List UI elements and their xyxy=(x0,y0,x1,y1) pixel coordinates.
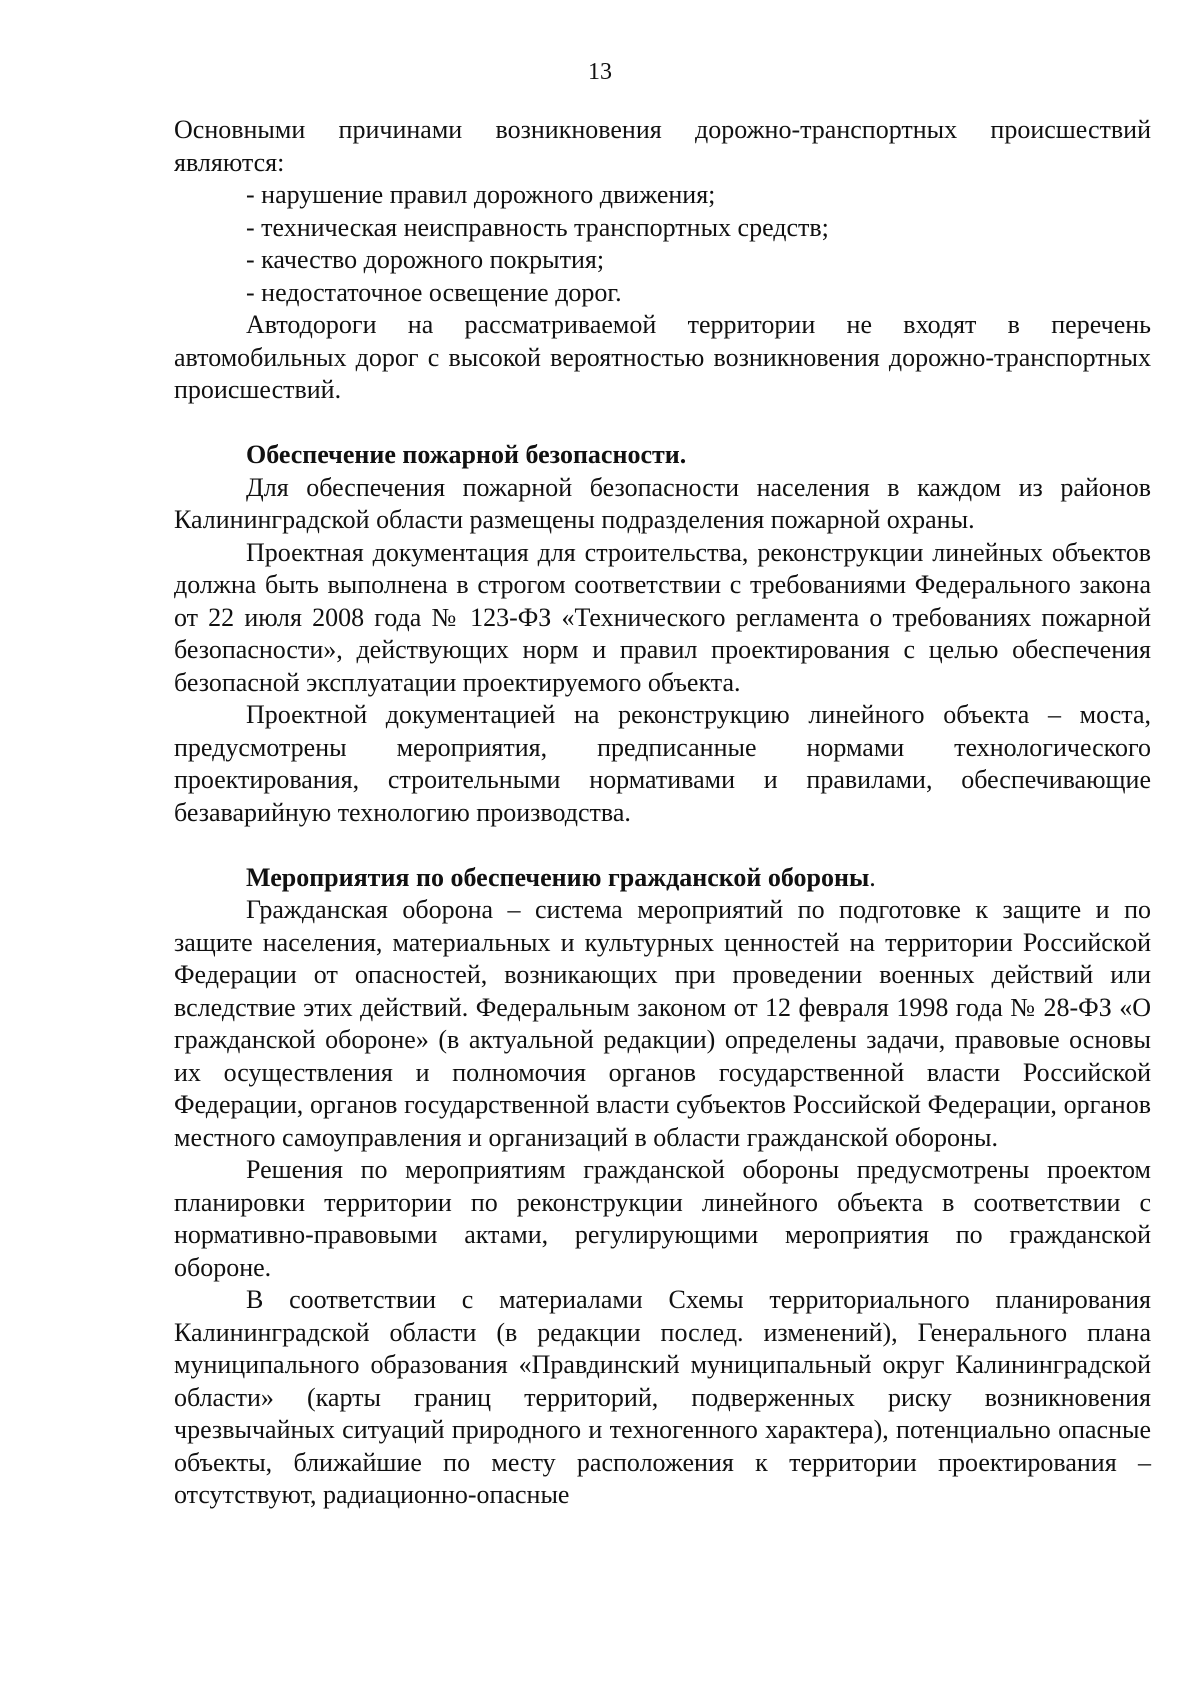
civil-defense-heading-period: . xyxy=(869,862,876,892)
civil-defense-paragraph: Гражданская оборона – система мероприятий по подготовке к защите и по защите населения, материальных и культурных ценностей на территории Российской Федерации от опасностей, возникающих при проведении военных действий или вследствие этих действий. Федеральным законом от 12 февраля 1998 года № 28-ФЗ «О гражданской обороне» (в актуальной редакции) определены задачи, правовые основы их осуществления и полномочия органов государственной власти Российской Федерации, органов государственной власти субъектов Российской Федерации, органов местного самоуправления и организаций в области гражданской обороны. xyxy=(174,895,1151,1152)
accident-causes-intro: Основными причинами возникновения дорожно-транспортных происшествий являются: xyxy=(174,115,1151,177)
roads-paragraph: Автодороги на рассматриваемой территории не входят в перечень автомобильных дорог с высокой вероятностью возникновения дорожно-транспортных происшествий. xyxy=(174,310,1151,404)
document-body xyxy=(174,114,1151,1512)
page-number: 13 xyxy=(588,59,612,85)
fire-safety-paragraph: Проектной документацией на реконструкцию линейного объекта – моста, предусмотрены мероприятия, предписанные нормами технологического проектирования, строительными нормативами и правилами, обеспечивающие безаварийную технологию производства. xyxy=(174,700,1151,827)
civil-defense-heading-text: Мероприятия по обеспечению гражданской обороны xyxy=(246,862,870,892)
civil-defense-paragraph: Решения по мероприятиям гражданской обороны предусмотрены проектом планировки территории по реконструкции линейного объекта в соответствии с нормативно-правовыми актами, регулирующими мероприятия по гражданской обороне. xyxy=(174,1155,1151,1282)
list-item: - недостаточное освещение дорог. xyxy=(246,277,622,307)
civil-defense-heading xyxy=(174,862,1151,895)
list-item: - нарушение правил дорожного движения; xyxy=(246,180,716,209)
civil-defense-paragraph: В соответствии с материалами Схемы территориального планирования Калининградской области (в редакции послед. изменений), Генерального плана муниципального образования «Правдинский муниципальный округ Калининградской области» (карты границ территорий, подверженных риску возникновения чрезвычайных ситуаций природного и техногенного характера), потенциально опасные объекты, ближайшие по месту расположения к территории проектирования – отсутствуют, радиационно-опасные xyxy=(174,1285,1151,1509)
fire-safety-paragraph: Для обеспечения пожарной безопасности населения в каждом из районов Калининградской области размещены подразделения пожарной охраны. xyxy=(174,472,1151,534)
fire-safety-heading: Обеспечение пожарной безопасности. xyxy=(246,440,687,469)
list-item: - техническая неисправность транспортных средств; xyxy=(246,212,829,242)
fire-safety-paragraph: Проектная документация для строительства, реконструкции линейных объектов должна быть выполнена в строгом соответствии с требованиями Федерального закона от 22 июля 2008 года № 123-ФЗ «Технического регламента о требованиях пожарной безопасности», действующих норм и правил проектирования с целью обеспечения безопасной эксплуатации проектируемого объекта. xyxy=(174,537,1151,697)
list-item: - качество дорожного покрытия; xyxy=(246,245,605,274)
